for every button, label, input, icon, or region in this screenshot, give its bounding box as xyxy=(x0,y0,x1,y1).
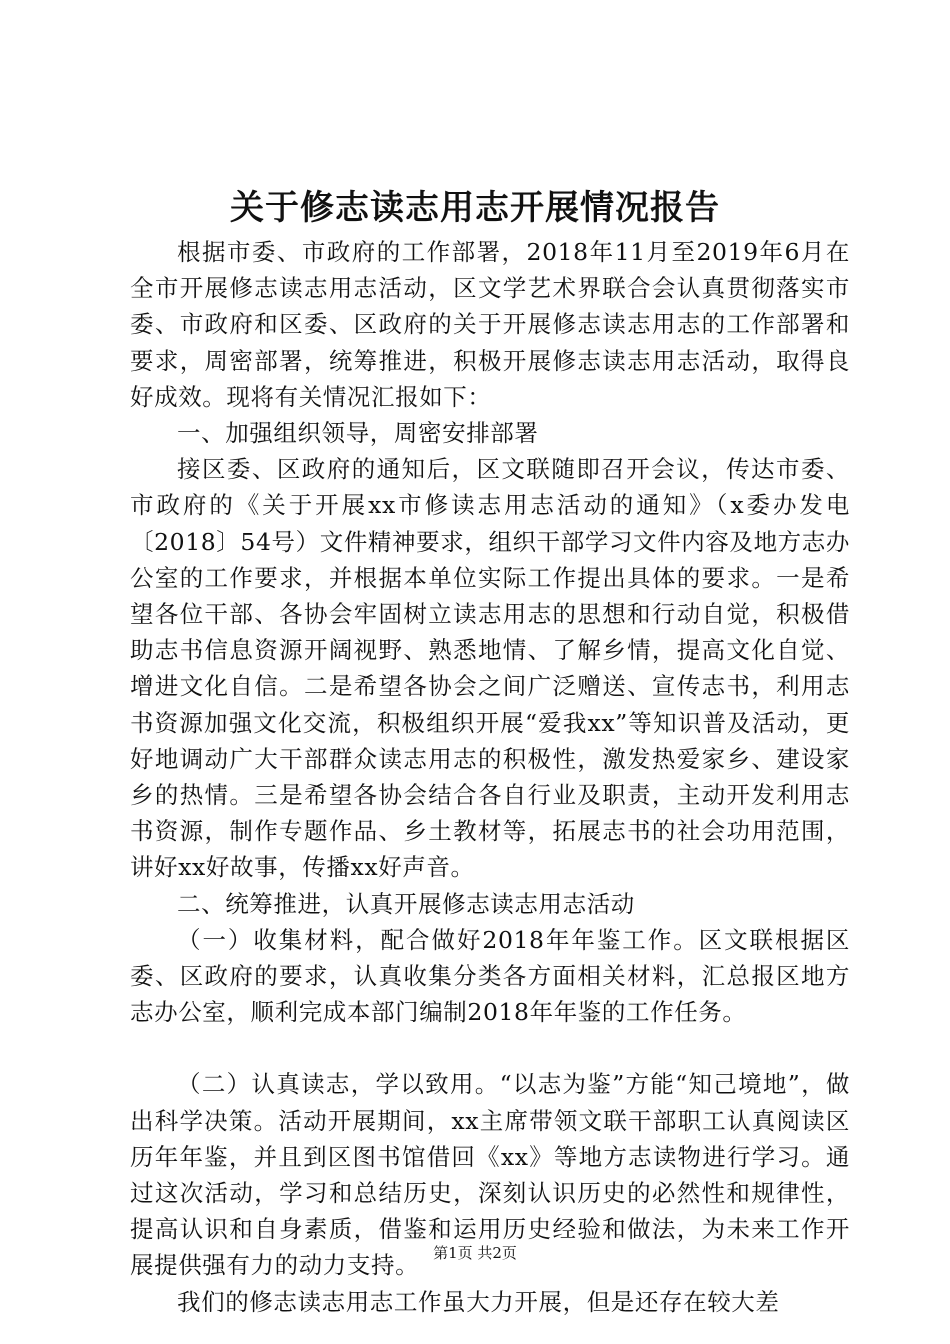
paragraph-conclusion-start: 我们的修志读志用志工作虽大力开展，但是还存在较大差 xyxy=(177,1287,780,1316)
paragraph-subsection-1: （一）收集材料，配合做好2018年年鉴工作。区文联根据区委、区政府的要求，认真收集分类各方面相关材料，汇总报区地方志办公室，顺利完成本部门编制2018年年鉴的工作任务。 xyxy=(130,925,850,1027)
paragraph-subsection-2: （二）认真读志，学以致用。“以志为鉴”方能“知己境地”，做出科学决策。活动开展期间，xx主席带领文联干部职工认真阅读区历年年鉴，并且到区图书馆借回《xx》等地方志读物进行学习。通过这次活动，学习和总结历史，深刻认识历史的必然性和规律性，提高认识和自身素质，借鉴和运用历史经验和做法，为未来工作开展提供强有力的动力支持。 xyxy=(130,1070,850,1280)
paragraph-intro: 根据市委、市政府的工作部署，2018年11月至2019年6月在全市开展修志读志用志活动，区文学艺术界联合会认真贯彻落实市委、市政府和区委、区政府的关于开展修志读志用志的工作部署和要求，周密部署，统筹推进，积极开展修志读志用志活动，取得良好成效。现将有关情况汇报如下： xyxy=(130,238,850,411)
section-heading-1: 一、加强组织领导，周密安排部署 xyxy=(177,419,539,448)
paragraph-section-1: 接区委、区政府的通知后，区文联随即召开会议，传达市委、市政府的《关于开展xx市修读志用志活动的通知》（x委办发电〔2018〕54号）文件精神要求，组织干部学习文件内容及地方志办公室的工作要求，并根据本单位实际工作提出具体的要求。一是希望各位干部、各协会牢固树立读志用志的思想和行动自觉，积极借助志书信息资源开阔视野、熟悉地情、了解乡情，提高文化自觉、增进文化自信。二是希望各协会之间广泛赠送、宣传志书，利用志书资源加强文化交流，积极组织开展“爱我xx”等知识普及活动，更好地调动广大干部群众读志用志的积极性，激发热爱家乡、建设家乡的热情。三是希望各协会结合各自行业及职责，主动开发利用志书资源，制作专题作品、乡土教材等，拓展志书的社会功用范围，讲好xx好故事，传播xx好声音。 xyxy=(130,455,850,882)
page-number-footer: 第1页 共2页 xyxy=(433,1244,517,1262)
document-title: 关于修志读志用志开展情况报告 xyxy=(230,188,720,228)
section-heading-2: 二、统筹推进，认真开展修志读志用志活动 xyxy=(177,889,635,918)
document-body xyxy=(130,234,850,1320)
